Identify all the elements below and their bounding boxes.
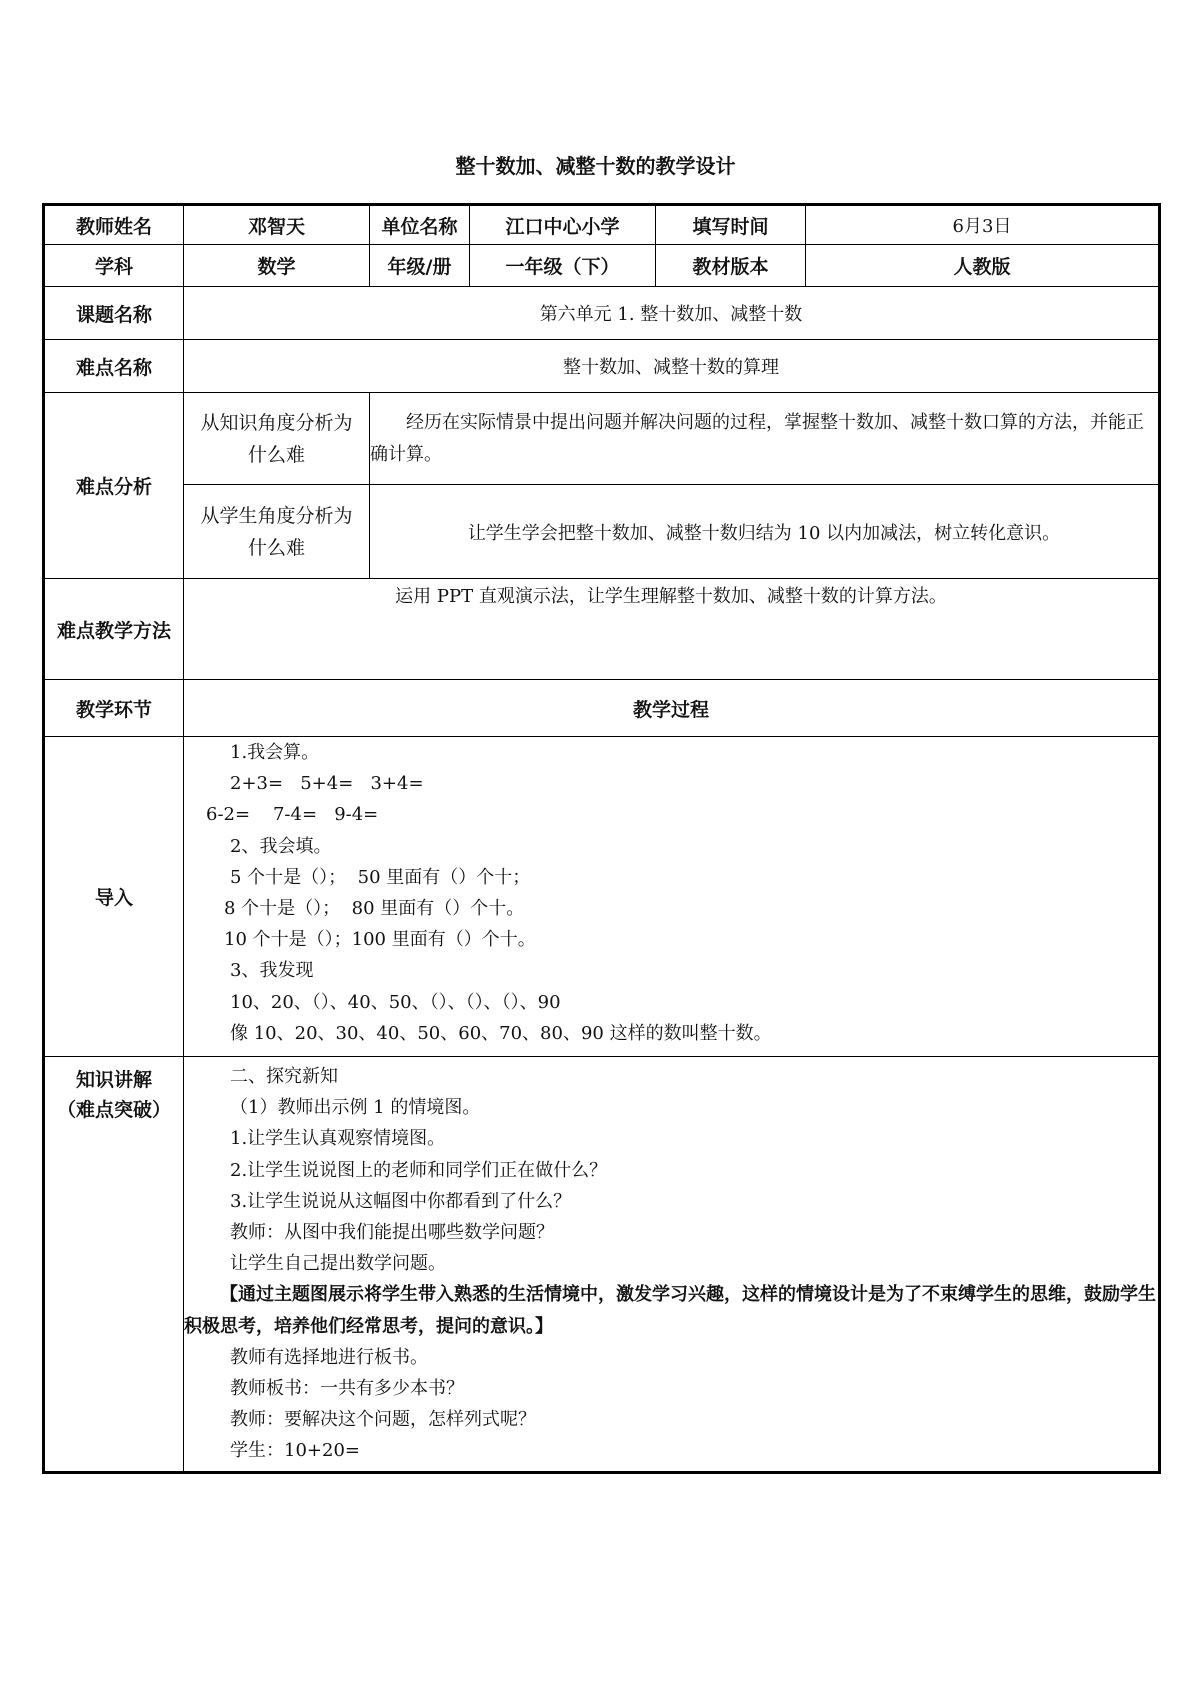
grade-label: 年级/册	[370, 245, 470, 287]
grade-value: 一年级（下）	[470, 245, 656, 287]
knowledge-content	[184, 1057, 1160, 1473]
row-topic	[44, 287, 1160, 340]
process-section-value: 教学过程	[184, 680, 1160, 737]
subject-value: 数学	[184, 245, 370, 287]
teacher-name: 邓智天	[184, 205, 370, 245]
unit-label: 单位名称	[370, 205, 470, 245]
knowledge-line: 让学生自己提出数学问题。	[230, 1253, 446, 1275]
page-title: 整十数加、减整十数的教学设计	[455, 154, 736, 178]
knowledge-line: （1）教师出示例 1 的情境图。	[230, 1097, 481, 1119]
method-text: 运用 PPT 直观演示法，让学生理解整十数加、减整十数的计算方法。	[184, 579, 1160, 680]
row-teacher-info	[44, 205, 1160, 245]
intro-label: 导入	[44, 737, 184, 1057]
intro-line: 10、20、（）、40、50、（）、（）、（）、90	[230, 991, 561, 1013]
row-analysis-student	[44, 485, 1160, 579]
row-analysis-knowledge	[44, 393, 1160, 485]
date-value: 6月3日	[806, 205, 1160, 245]
topic-value: 第六单元 1. 整十数加、减整十数	[184, 287, 1160, 340]
edition-value: 人教版	[806, 245, 1160, 287]
intro-line: 3、我发现	[230, 960, 314, 982]
row-method	[44, 579, 1160, 680]
teacher-label: 教师姓名	[44, 205, 184, 245]
student-angle-label: 从学生角度分析为什么难	[184, 485, 370, 579]
knowledge-label-line1: 知识讲解	[75, 1069, 152, 1091]
intro-line: 8 个十是（）； 80 里面有（）个十。	[224, 898, 525, 920]
process-section-label: 教学环节	[44, 680, 184, 737]
knowledge-line: 教师：从图中我们能提出哪些数学问题？	[230, 1222, 554, 1244]
knowledge-line: 教师板书：一共有多少本书？	[230, 1378, 464, 1400]
knowledge-line: 2.让学生说说图上的老师和同学们正在做什么？	[230, 1159, 608, 1181]
intro-line: 5 个十是（）； 50 里面有（）个十；	[230, 866, 531, 888]
row-intro	[44, 737, 1160, 1057]
intro-line: 2+3= 5+4= 3+4=	[230, 773, 424, 795]
intro-line: 1.我会算。	[230, 742, 320, 763]
intro-line: 10 个十是（）；100 里面有（）个十。	[224, 929, 536, 951]
knowledge-line: 1.让学生认真观察情境图。	[230, 1128, 446, 1150]
knowledge-label	[44, 1057, 184, 1473]
knowledge-angle-text: 经历在实际情景中提出问题并解决问题的过程，掌握整十数加、减整十数口算的方法，并能正确计算。	[370, 393, 1160, 485]
knowledge-line: 教师有选择地进行板书。	[230, 1346, 428, 1368]
row-process-header	[44, 680, 1160, 737]
analysis-label: 难点分析	[44, 393, 184, 579]
edition-label: 教材版本	[656, 245, 806, 287]
intro-content	[184, 737, 1160, 1057]
student-angle-text: 让学生学会把整十数加、减整十数归结为 10 以内加减法，树立转化意识。	[370, 485, 1160, 579]
knowledge-line: 二、探究新知	[230, 1066, 338, 1087]
knowledge-line: 学生：10+20=	[230, 1440, 360, 1462]
row-knowledge	[44, 1057, 1160, 1473]
knowledge-angle-label: 从知识角度分析为什么难	[184, 393, 370, 485]
knowledge-label-line2: （难点突破）	[56, 1099, 171, 1121]
knowledge-line: 教师：要解决这个问题，怎样列式呢？	[230, 1409, 536, 1431]
knowledge-line: 3.让学生说说从这幅图中你都看到了什么？	[230, 1190, 572, 1212]
row-difficulty	[44, 340, 1160, 393]
method-label: 难点教学方法	[44, 579, 184, 680]
date-label: 填写时间	[656, 205, 806, 245]
subject-label: 学科	[44, 245, 184, 287]
intro-line: 2、我会填。	[230, 835, 332, 857]
knowledge-note: 【通过主题图展示将学生带入熟悉的生活情境中，激发学习兴趣，这样的情境设计是为了不束缚学生的思维，鼓励学生积极思考，培养他们经常思考，提问的意识。】	[184, 1284, 1156, 1337]
difficulty-value: 整十数加、减整十数的算理	[184, 340, 1160, 393]
row-subject-info	[44, 245, 1160, 287]
intro-line: 像 10、20、30、40、50、60、70、80、90 这样的数叫整十数。	[230, 1022, 772, 1044]
difficulty-label: 难点名称	[44, 340, 184, 393]
unit-name: 江口中心小学	[470, 205, 656, 245]
lesson-plan-table	[42, 203, 1161, 1474]
topic-label: 课题名称	[44, 287, 184, 340]
intro-line: 6-2= 7-4= 9-4=	[206, 804, 379, 826]
